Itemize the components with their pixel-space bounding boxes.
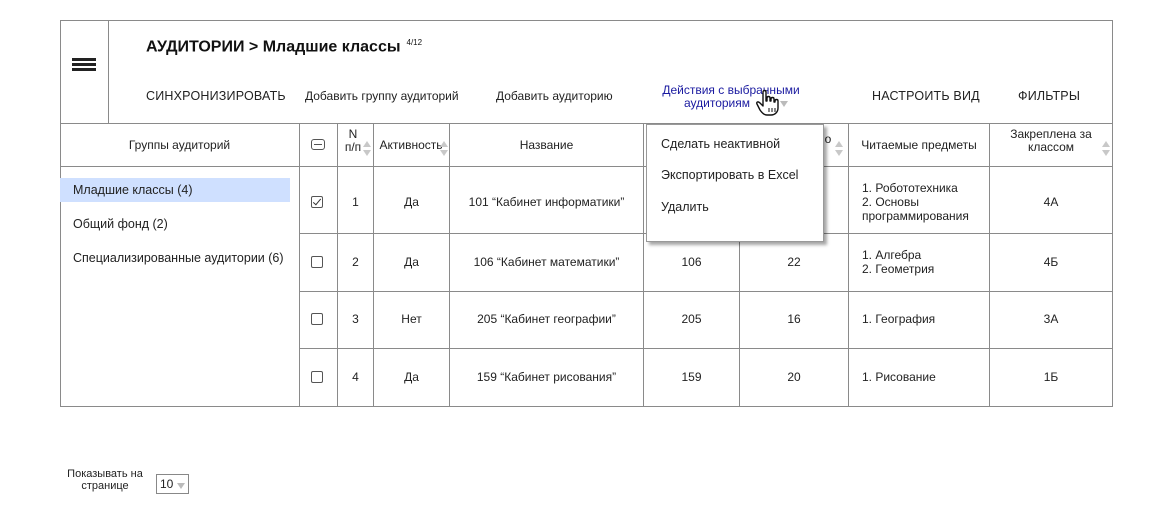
column-header-seats-fragment: о — [824, 132, 832, 146]
row-subjects: 1. Алгебра 2. Геометрия — [862, 248, 935, 276]
column-header-num[interactable]: N п/п — [344, 127, 362, 154]
row-num: 4 — [352, 370, 359, 384]
menu-item-delete[interactable]: Удалить — [661, 200, 709, 214]
sort-icon[interactable] — [363, 141, 371, 157]
row-subjects: 1. География — [862, 312, 936, 326]
row-seats: 16 — [787, 312, 801, 326]
row-room: 205 — [681, 312, 702, 326]
row-seats: 20 — [787, 370, 801, 384]
row-active: Да — [404, 370, 419, 384]
column-header-name[interactable]: Название — [519, 138, 574, 152]
row-class: 4Б — [1043, 255, 1059, 269]
page-counter: 4/12 — [406, 38, 423, 47]
add-room-button[interactable]: Добавить аудиторию — [496, 89, 613, 103]
row-checkbox[interactable] — [311, 196, 323, 208]
selected-actions-button[interactable]: Действия с выбранными аудиториям — [662, 83, 800, 110]
select-all-checkbox[interactable] — [311, 139, 325, 150]
row-name[interactable]: 159 “Кабинет рисования” — [476, 370, 617, 384]
page-size-select[interactable]: 10 — [156, 474, 189, 494]
configure-view-button[interactable]: НАСТРОИТЬ ВИД — [872, 89, 980, 103]
menu-icon[interactable] — [72, 58, 96, 73]
column-header-active[interactable]: Активность — [379, 138, 443, 152]
page-size-label: Показывать на странице — [67, 468, 143, 492]
row-room: 106 — [681, 255, 702, 269]
sidebar-item-general-fund[interactable]: Общий фонд (2) — [73, 217, 168, 231]
menu-item-deactivate[interactable]: Сделать неактивной — [661, 137, 781, 151]
row-room: 159 — [681, 370, 702, 384]
row-checkbox[interactable] — [311, 256, 323, 268]
row-class: 3А — [1043, 312, 1059, 326]
sidebar-item-junior-classes[interactable]: Младшие классы (4) — [60, 178, 290, 202]
dropdown-arrow-icon — [177, 483, 185, 489]
sort-icon[interactable] — [440, 141, 448, 157]
add-group-button[interactable]: Добавить группу аудиторий — [305, 89, 459, 103]
row-subjects: 1. Рисование — [862, 370, 936, 384]
column-header-class[interactable]: Закреплена за классом — [1010, 127, 1092, 154]
row-class: 1Б — [1043, 370, 1059, 384]
row-seats: 22 — [787, 255, 801, 269]
cursor-hand-icon — [755, 89, 781, 117]
page-title: АУДИТОРИИ > Младшие классы $^{4/12}$ — [146, 38, 423, 56]
column-header-subjects[interactable]: Читаемые предметы — [861, 138, 977, 152]
actions-menu — [646, 124, 824, 242]
row-name[interactable]: 101 “Кабинет информатики” — [468, 195, 625, 209]
row-num: 2 — [352, 255, 359, 269]
row-num: 3 — [352, 312, 359, 326]
sidebar-header: Группы аудиторий — [128, 138, 231, 152]
sort-icon[interactable] — [1102, 141, 1110, 157]
row-active: Нет — [401, 312, 422, 326]
row-subjects: 1. Робототехника 2. Основы программирования — [862, 181, 969, 223]
row-class: 4А — [1043, 195, 1059, 209]
row-active: Да — [404, 255, 419, 269]
row-name[interactable]: 205 “Кабинет географии” — [477, 312, 616, 326]
row-checkbox[interactable] — [311, 313, 323, 325]
filters-button[interactable]: ФИЛЬТРЫ — [1018, 89, 1081, 103]
sync-button[interactable]: СИНХРОНИЗИРОВАТЬ — [146, 89, 286, 103]
menu-item-export-excel[interactable]: Экспортировать в Excel — [661, 168, 799, 182]
dropdown-arrow-icon[interactable] — [780, 101, 788, 107]
row-name[interactable]: 106 “Кабинет математики” — [473, 255, 620, 269]
row-num: 1 — [352, 195, 359, 209]
row-active: Да — [404, 195, 419, 209]
sort-icon[interactable] — [835, 141, 843, 157]
row-checkbox[interactable] — [311, 371, 323, 383]
sidebar-item-specialized[interactable]: Специализированные аудитории (6) — [73, 251, 284, 265]
